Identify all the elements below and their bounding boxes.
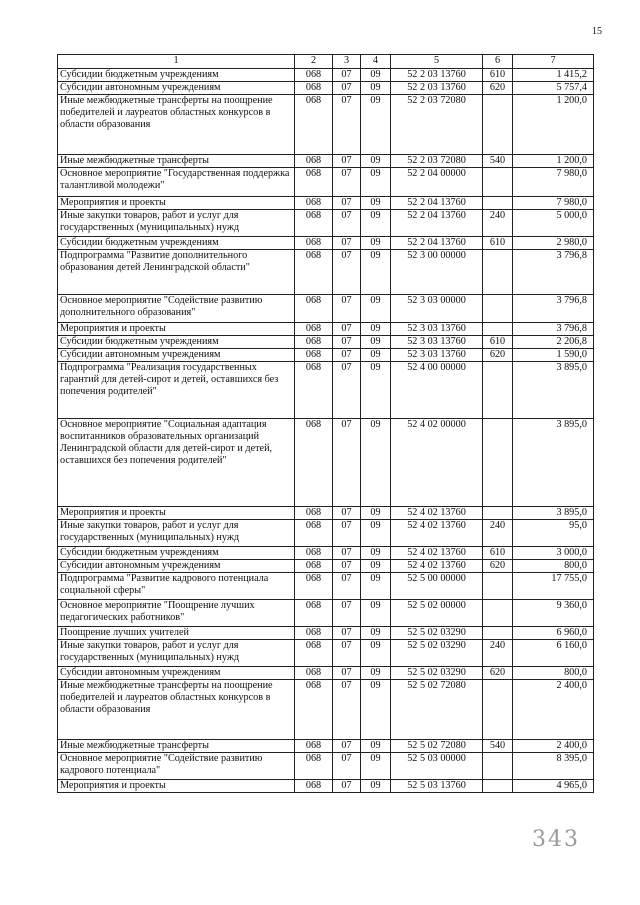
cell-code-4: 09 xyxy=(361,627,391,640)
cell-code-5: 52 5 00 00000 xyxy=(391,573,483,600)
cell-amount: 1 415,2 xyxy=(513,69,594,82)
cell-code-4: 09 xyxy=(361,168,391,197)
column-header: 7 xyxy=(513,55,594,69)
cell-code-6: 240 xyxy=(483,640,513,667)
cell-name: Подпрограмма "Развитие кадрового потенциала социальной сферы" xyxy=(58,573,295,600)
cell-code-6: 610 xyxy=(483,237,513,250)
cell-code-5: 52 4 02 00000 xyxy=(391,419,483,507)
cell-code-6 xyxy=(483,627,513,640)
cell-code-3: 07 xyxy=(333,362,361,419)
cell-code-2: 068 xyxy=(295,419,333,507)
cell-code-2: 068 xyxy=(295,295,333,323)
cell-amount: 2 400,0 xyxy=(513,740,594,753)
cell-code-6 xyxy=(483,680,513,740)
column-header: 4 xyxy=(361,55,391,69)
table-row xyxy=(58,323,594,336)
cell-code-2: 068 xyxy=(295,82,333,95)
cell-name: Иные межбюджетные трансферты xyxy=(58,740,295,753)
cell-code-6 xyxy=(483,250,513,295)
budget-table xyxy=(57,54,594,793)
cell-name: Мероприятия и проекты xyxy=(58,780,295,793)
cell-amount: 4 965,0 xyxy=(513,780,594,793)
cell-amount: 3 000,0 xyxy=(513,547,594,560)
cell-code-3: 07 xyxy=(333,780,361,793)
table-row xyxy=(58,362,594,419)
cell-name: Основное мероприятие "Социальная адаптация воспитанников образовательных организаций Ленинградской области для детей-сирот и детей, оставшихся без попечения родителей" xyxy=(58,419,295,507)
cell-amount: 2 206,8 xyxy=(513,336,594,349)
cell-code-3: 07 xyxy=(333,419,361,507)
cell-code-5: 52 2 03 72080 xyxy=(391,155,483,168)
cell-amount: 2 980,0 xyxy=(513,237,594,250)
cell-code-4: 09 xyxy=(361,95,391,155)
cell-code-5: 52 2 03 13760 xyxy=(391,69,483,82)
cell-code-5: 52 5 02 03290 xyxy=(391,627,483,640)
cell-code-6: 620 xyxy=(483,560,513,573)
table-row xyxy=(58,419,594,507)
table-row xyxy=(58,560,594,573)
cell-code-3: 07 xyxy=(333,250,361,295)
cell-code-4: 09 xyxy=(361,740,391,753)
cell-name: Иные межбюджетные трансферты на поощрение победителей и лауреатов областных конкурсов в области образования xyxy=(58,680,295,740)
cell-code-6: 620 xyxy=(483,667,513,680)
cell-name: Иные межбюджетные трансферты xyxy=(58,155,295,168)
cell-code-6: 620 xyxy=(483,349,513,362)
cell-name: Субсидии бюджетным учреждениям xyxy=(58,336,295,349)
cell-name: Мероприятия и проекты xyxy=(58,197,295,210)
cell-code-4: 09 xyxy=(361,197,391,210)
cell-code-4: 09 xyxy=(361,560,391,573)
cell-amount: 800,0 xyxy=(513,667,594,680)
cell-name: Иные межбюджетные трансферты на поощрение победителей и лауреатов областных конкурсов в области образования xyxy=(58,95,295,155)
cell-code-2: 068 xyxy=(295,168,333,197)
cell-code-4: 09 xyxy=(361,547,391,560)
cell-code-3: 07 xyxy=(333,667,361,680)
cell-code-6 xyxy=(483,573,513,600)
cell-amount: 3 895,0 xyxy=(513,362,594,419)
cell-code-4: 09 xyxy=(361,349,391,362)
table-row xyxy=(58,520,594,547)
cell-code-3: 07 xyxy=(333,295,361,323)
cell-amount: 6 960,0 xyxy=(513,627,594,640)
cell-code-5: 52 4 02 13760 xyxy=(391,520,483,547)
cell-code-3: 07 xyxy=(333,168,361,197)
column-header: 1 xyxy=(58,55,295,69)
cell-amount: 2 400,0 xyxy=(513,680,594,740)
cell-amount: 3 796,8 xyxy=(513,323,594,336)
cell-code-6: 540 xyxy=(483,155,513,168)
cell-code-4: 09 xyxy=(361,507,391,520)
cell-code-4: 09 xyxy=(361,640,391,667)
cell-code-6: 610 xyxy=(483,69,513,82)
cell-code-6 xyxy=(483,197,513,210)
cell-name: Субсидии бюджетным учреждениям xyxy=(58,69,295,82)
cell-name: Подпрограмма "Развитие дополнительного образования детей Ленинградской области" xyxy=(58,250,295,295)
cell-code-2: 068 xyxy=(295,362,333,419)
cell-name: Подпрограмма "Реализация государственных гарантий для детей-сирот и детей, оставшихся без попечения родителей" xyxy=(58,362,295,419)
cell-name: Иные закупки товаров, работ и услуг для государственных (муниципальных) нужд xyxy=(58,640,295,667)
handwritten-stamp: 343 xyxy=(532,827,580,852)
cell-code-4: 09 xyxy=(361,336,391,349)
cell-code-6 xyxy=(483,295,513,323)
cell-code-6 xyxy=(483,753,513,780)
cell-amount: 800,0 xyxy=(513,560,594,573)
cell-code-4: 09 xyxy=(361,155,391,168)
table-row xyxy=(58,95,594,155)
cell-code-5: 52 3 03 13760 xyxy=(391,323,483,336)
cell-code-5: 52 3 03 00000 xyxy=(391,295,483,323)
cell-code-3: 07 xyxy=(333,197,361,210)
cell-amount: 7 980,0 xyxy=(513,197,594,210)
cell-code-6 xyxy=(483,419,513,507)
cell-code-2: 068 xyxy=(295,349,333,362)
cell-code-3: 07 xyxy=(333,323,361,336)
cell-code-3: 07 xyxy=(333,627,361,640)
table-row xyxy=(58,753,594,780)
cell-name: Иные закупки товаров, работ и услуг для государственных (муниципальных) нужд xyxy=(58,210,295,237)
cell-code-4: 09 xyxy=(361,250,391,295)
cell-name: Поощрение лучших учителей xyxy=(58,627,295,640)
cell-code-2: 068 xyxy=(295,600,333,627)
cell-code-3: 07 xyxy=(333,349,361,362)
cell-amount: 1 590,0 xyxy=(513,349,594,362)
cell-code-2: 068 xyxy=(295,547,333,560)
cell-code-2: 068 xyxy=(295,640,333,667)
table-row xyxy=(58,349,594,362)
cell-code-3: 07 xyxy=(333,573,361,600)
cell-code-2: 068 xyxy=(295,155,333,168)
cell-code-3: 07 xyxy=(333,547,361,560)
table-row xyxy=(58,780,594,793)
table-row xyxy=(58,336,594,349)
cell-code-2: 068 xyxy=(295,780,333,793)
cell-amount: 5 757,4 xyxy=(513,82,594,95)
cell-code-5: 52 4 00 00000 xyxy=(391,362,483,419)
cell-code-4: 09 xyxy=(361,753,391,780)
page-number: 15 xyxy=(592,26,602,37)
cell-code-6: 620 xyxy=(483,82,513,95)
cell-code-3: 07 xyxy=(333,237,361,250)
cell-code-2: 068 xyxy=(295,740,333,753)
table-row xyxy=(58,547,594,560)
cell-code-4: 09 xyxy=(361,210,391,237)
cell-code-3: 07 xyxy=(333,210,361,237)
table-row xyxy=(58,82,594,95)
cell-code-3: 07 xyxy=(333,82,361,95)
cell-amount: 7 980,0 xyxy=(513,168,594,197)
cell-code-3: 07 xyxy=(333,520,361,547)
cell-code-5: 52 5 02 03290 xyxy=(391,667,483,680)
cell-code-5: 52 2 04 00000 xyxy=(391,168,483,197)
cell-code-5: 52 5 03 13760 xyxy=(391,780,483,793)
cell-code-3: 07 xyxy=(333,753,361,780)
cell-code-5: 52 2 04 13760 xyxy=(391,237,483,250)
cell-name: Субсидии автономным учреждениям xyxy=(58,560,295,573)
cell-code-4: 09 xyxy=(361,323,391,336)
cell-code-3: 07 xyxy=(333,336,361,349)
cell-code-3: 07 xyxy=(333,680,361,740)
cell-code-4: 09 xyxy=(361,600,391,627)
header-row xyxy=(58,55,594,69)
cell-code-3: 07 xyxy=(333,155,361,168)
cell-code-3: 07 xyxy=(333,640,361,667)
cell-code-6 xyxy=(483,323,513,336)
table-row xyxy=(58,627,594,640)
cell-code-4: 09 xyxy=(361,237,391,250)
table-row xyxy=(58,250,594,295)
cell-code-4: 09 xyxy=(361,520,391,547)
cell-code-2: 068 xyxy=(295,573,333,600)
cell-code-4: 09 xyxy=(361,780,391,793)
cell-code-2: 068 xyxy=(295,237,333,250)
cell-code-6 xyxy=(483,600,513,627)
cell-code-4: 09 xyxy=(361,419,391,507)
budget-table-container xyxy=(57,54,593,793)
cell-code-5: 52 5 02 03290 xyxy=(391,640,483,667)
table-row xyxy=(58,680,594,740)
cell-code-3: 07 xyxy=(333,69,361,82)
cell-code-6: 240 xyxy=(483,210,513,237)
cell-code-3: 07 xyxy=(333,95,361,155)
cell-code-5: 52 2 03 72080 xyxy=(391,95,483,155)
cell-code-2: 068 xyxy=(295,680,333,740)
table-row xyxy=(58,210,594,237)
cell-code-2: 068 xyxy=(295,95,333,155)
cell-code-4: 09 xyxy=(361,362,391,419)
table-row xyxy=(58,573,594,600)
cell-name: Основное мероприятие "Государственная поддержка талантливой молодежи" xyxy=(58,168,295,197)
table-row xyxy=(58,197,594,210)
cell-code-2: 068 xyxy=(295,210,333,237)
cell-amount: 3 895,0 xyxy=(513,419,594,507)
cell-amount: 17 755,0 xyxy=(513,573,594,600)
cell-name: Основное мероприятие "Содействие развитию дополнительного образования" xyxy=(58,295,295,323)
cell-code-2: 068 xyxy=(295,753,333,780)
cell-code-6 xyxy=(483,95,513,155)
cell-amount: 1 200,0 xyxy=(513,155,594,168)
column-header: 5 xyxy=(391,55,483,69)
cell-code-2: 068 xyxy=(295,507,333,520)
cell-code-5: 52 4 02 13760 xyxy=(391,547,483,560)
cell-code-6 xyxy=(483,168,513,197)
cell-code-2: 068 xyxy=(295,627,333,640)
table-body xyxy=(58,69,594,793)
table-row xyxy=(58,237,594,250)
table-row xyxy=(58,168,594,197)
cell-amount: 3 895,0 xyxy=(513,507,594,520)
cell-code-3: 07 xyxy=(333,507,361,520)
cell-code-2: 068 xyxy=(295,323,333,336)
cell-amount: 1 200,0 xyxy=(513,95,594,155)
cell-code-5: 52 4 02 13760 xyxy=(391,560,483,573)
cell-code-6: 240 xyxy=(483,520,513,547)
cell-code-6 xyxy=(483,507,513,520)
cell-code-2: 068 xyxy=(295,520,333,547)
cell-code-5: 52 2 03 13760 xyxy=(391,82,483,95)
cell-amount: 95,0 xyxy=(513,520,594,547)
cell-name: Субсидии автономным учреждениям xyxy=(58,82,295,95)
cell-amount: 9 360,0 xyxy=(513,600,594,627)
cell-code-4: 09 xyxy=(361,667,391,680)
cell-code-5: 52 5 02 72080 xyxy=(391,740,483,753)
cell-code-5: 52 2 04 13760 xyxy=(391,210,483,237)
cell-code-3: 07 xyxy=(333,600,361,627)
cell-amount: 3 796,8 xyxy=(513,295,594,323)
cell-code-5: 52 4 02 13760 xyxy=(391,507,483,520)
cell-name: Субсидии бюджетным учреждениям xyxy=(58,547,295,560)
cell-code-5: 52 3 03 13760 xyxy=(391,336,483,349)
cell-code-5: 52 3 03 13760 xyxy=(391,349,483,362)
cell-code-5: 52 5 03 00000 xyxy=(391,753,483,780)
cell-amount: 8 395,0 xyxy=(513,753,594,780)
cell-name: Мероприятия и проекты xyxy=(58,507,295,520)
cell-code-2: 068 xyxy=(295,250,333,295)
cell-code-6: 610 xyxy=(483,336,513,349)
cell-code-2: 068 xyxy=(295,336,333,349)
cell-code-5: 52 5 02 72080 xyxy=(391,680,483,740)
table-row xyxy=(58,295,594,323)
cell-code-4: 09 xyxy=(361,573,391,600)
table-row xyxy=(58,640,594,667)
cell-name: Основное мероприятие "Содействие развитию кадрового потенциала" xyxy=(58,753,295,780)
cell-code-3: 07 xyxy=(333,740,361,753)
column-header: 3 xyxy=(333,55,361,69)
table-row xyxy=(58,507,594,520)
cell-code-5: 52 3 00 00000 xyxy=(391,250,483,295)
cell-code-3: 07 xyxy=(333,560,361,573)
cell-code-5: 52 5 02 00000 xyxy=(391,600,483,627)
column-header: 2 xyxy=(295,55,333,69)
cell-code-6 xyxy=(483,362,513,419)
cell-amount: 6 160,0 xyxy=(513,640,594,667)
column-header: 6 xyxy=(483,55,513,69)
table-row xyxy=(58,667,594,680)
cell-code-4: 09 xyxy=(361,82,391,95)
table-row xyxy=(58,69,594,82)
table-row xyxy=(58,155,594,168)
cell-code-4: 09 xyxy=(361,295,391,323)
cell-amount: 3 796,8 xyxy=(513,250,594,295)
cell-name: Мероприятия и проекты xyxy=(58,323,295,336)
cell-name: Субсидии автономным учреждениям xyxy=(58,667,295,680)
table-row xyxy=(58,600,594,627)
table-row xyxy=(58,740,594,753)
cell-code-4: 09 xyxy=(361,680,391,740)
cell-name: Субсидии автономным учреждениям xyxy=(58,349,295,362)
cell-name: Основное мероприятие "Поощрение лучших педагогических работников" xyxy=(58,600,295,627)
cell-code-5: 52 2 04 13760 xyxy=(391,197,483,210)
cell-code-6: 540 xyxy=(483,740,513,753)
cell-amount: 5 000,0 xyxy=(513,210,594,237)
cell-name: Иные закупки товаров, работ и услуг для государственных (муниципальных) нужд xyxy=(58,520,295,547)
cell-code-6 xyxy=(483,780,513,793)
cell-code-6: 610 xyxy=(483,547,513,560)
cell-code-4: 09 xyxy=(361,69,391,82)
cell-code-2: 068 xyxy=(295,560,333,573)
cell-code-2: 068 xyxy=(295,667,333,680)
cell-code-2: 068 xyxy=(295,69,333,82)
cell-name: Субсидии бюджетным учреждениям xyxy=(58,237,295,250)
cell-code-2: 068 xyxy=(295,197,333,210)
